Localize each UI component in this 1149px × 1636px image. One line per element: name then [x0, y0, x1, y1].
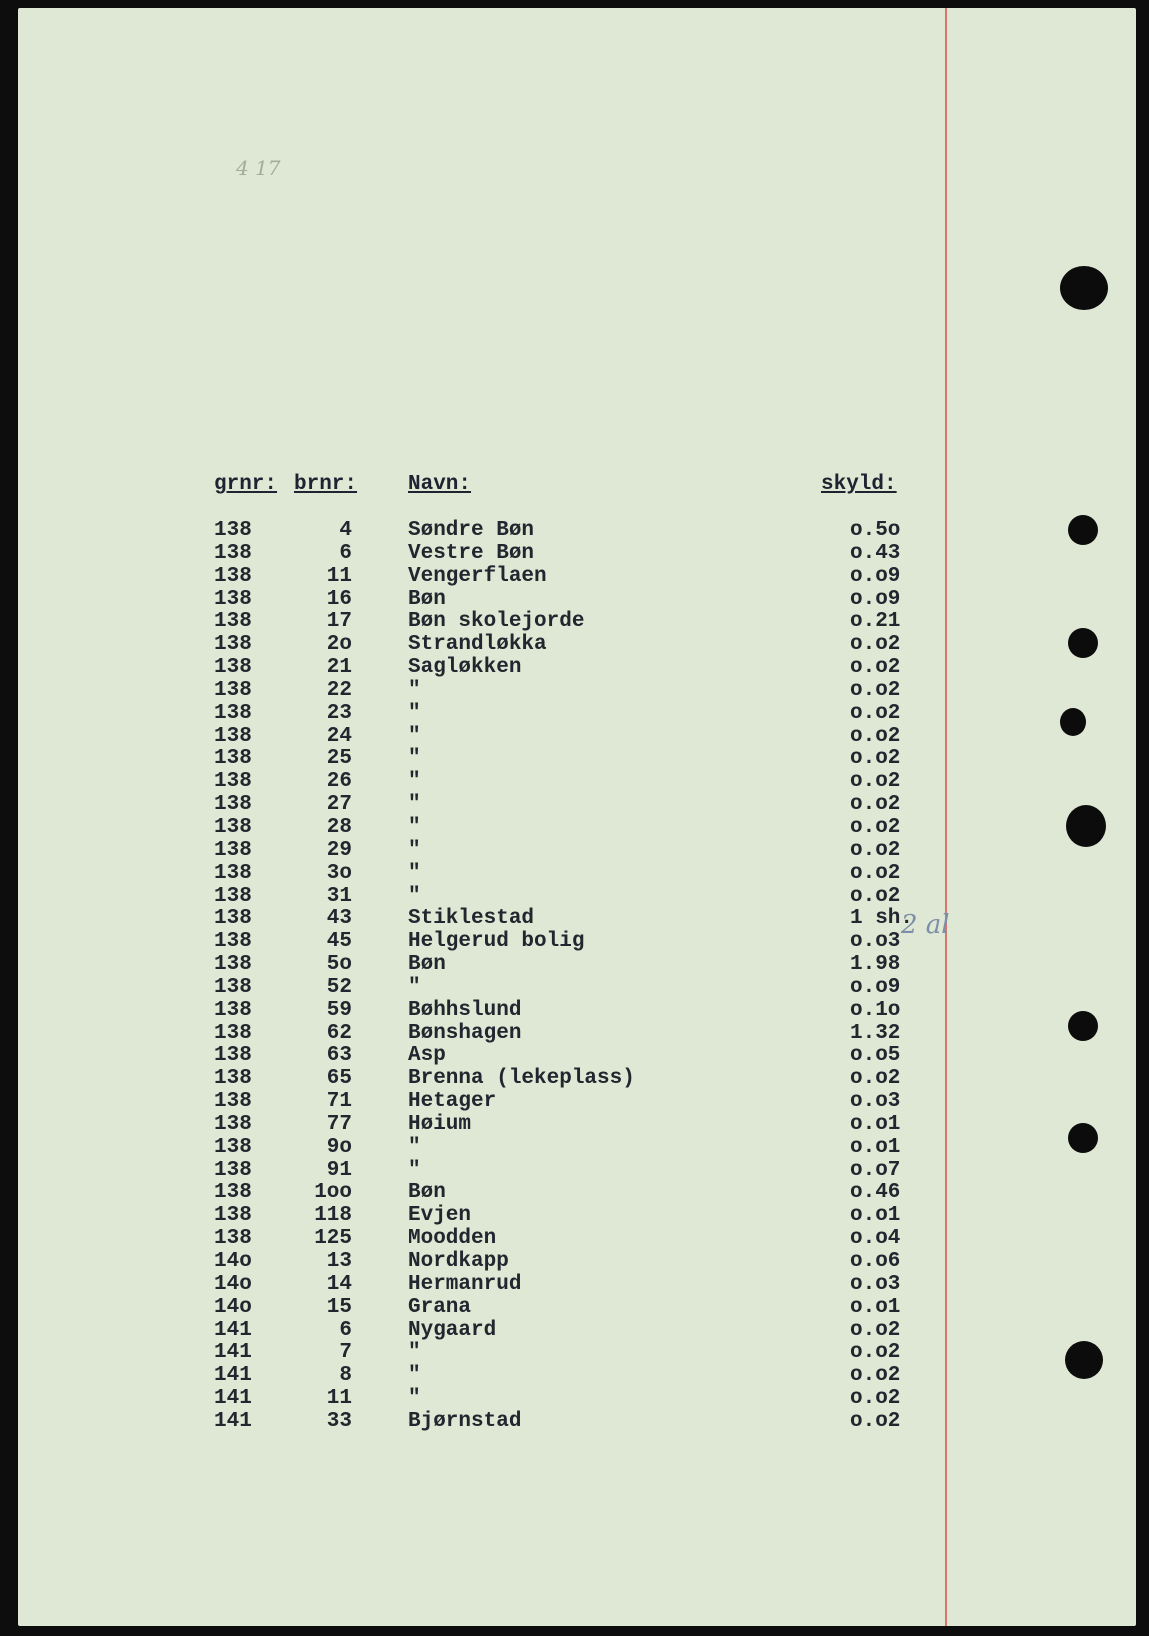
cell-brnr: 6: [339, 541, 352, 565]
cell-navn: ": [408, 701, 421, 725]
cell-brnr: 23: [326, 701, 352, 725]
cell-skyld: o.5o: [850, 519, 901, 542]
cell-grnr: 138: [214, 1021, 252, 1045]
cell-grnr: 141: [214, 1318, 252, 1342]
cell-navn: ": [408, 1387, 421, 1411]
cell-grnr: 138: [214, 633, 252, 657]
table-row: [18, 1045, 1136, 1068]
cell-grnr: 138: [214, 770, 252, 794]
table-row: [18, 817, 1136, 840]
cell-skyld: o.o2: [850, 861, 901, 885]
cell-brnr: 62: [326, 1021, 352, 1045]
pencil-note: 4 17: [236, 156, 281, 180]
header-brnr: brnr:: [294, 473, 358, 496]
cell-brnr: 14: [326, 1272, 352, 1296]
cell-skyld: o.o7: [850, 1158, 901, 1182]
cell-navn: Moodden: [408, 1227, 497, 1251]
cell-skyld: o.o2: [850, 701, 901, 725]
cell-brnr: 4: [339, 519, 352, 542]
table-row: [18, 634, 1136, 657]
cell-grnr: 141: [214, 1387, 252, 1411]
cell-brnr: 15: [326, 1295, 352, 1319]
cell-navn: Bøn: [408, 1181, 446, 1205]
table-row: [18, 886, 1136, 909]
cell-brnr: 27: [326, 793, 352, 817]
cell-navn: Bøn: [408, 587, 446, 611]
cell-brnr: 29: [326, 838, 352, 862]
cell-grnr: 138: [214, 610, 252, 634]
cell-skyld: o.o2: [850, 770, 901, 794]
cell-navn: ": [408, 678, 421, 702]
cell-brnr: 7: [339, 1341, 352, 1365]
cell-navn: Asp: [408, 1044, 446, 1068]
cell-skyld: o.o3: [850, 930, 901, 954]
ledger-rows: [18, 520, 1136, 1434]
cell-grnr: 138: [214, 1227, 252, 1251]
table-row: [18, 1160, 1136, 1183]
cell-navn: ": [408, 975, 421, 999]
cell-brnr: 9o: [326, 1135, 352, 1159]
table-row: [18, 1320, 1136, 1343]
cell-skyld: o.o2: [850, 884, 901, 908]
cell-brnr: 8: [339, 1364, 352, 1388]
cell-brnr: 28: [326, 815, 352, 839]
table-row: [18, 977, 1136, 1000]
table-row: [18, 1091, 1136, 1114]
cell-skyld: o.o1: [850, 1204, 901, 1228]
table-row: [18, 771, 1136, 794]
cell-brnr: 22: [326, 678, 352, 702]
cell-skyld: o.o2: [850, 724, 901, 748]
cell-skyld: o.o2: [850, 747, 901, 771]
cell-skyld: o.o3: [850, 1272, 901, 1296]
cell-grnr: 138: [214, 519, 252, 542]
table-row: [18, 1365, 1136, 1388]
cell-navn: Vengerflaen: [408, 564, 547, 588]
cell-grnr: 141: [214, 1341, 252, 1365]
table-row: [18, 1068, 1136, 1091]
table-row: [18, 1342, 1136, 1365]
cell-skyld: o.o2: [850, 815, 901, 839]
cell-skyld: o.o9: [850, 975, 901, 999]
cell-grnr: 138: [214, 724, 252, 748]
cell-brnr: 52: [326, 975, 352, 999]
cell-navn: Stiklestad: [408, 907, 535, 931]
cell-navn: ": [408, 1364, 421, 1388]
cell-skyld: o.o2: [850, 1409, 901, 1433]
cell-navn: Nordkapp: [408, 1250, 509, 1273]
cell-skyld: o.o2: [850, 633, 901, 657]
cell-navn: Nygaard: [408, 1318, 497, 1342]
cell-navn: Vestre Bøn: [408, 541, 535, 565]
table-row: [18, 794, 1136, 817]
table-row: [18, 1205, 1136, 1228]
ledger-page: [18, 8, 1136, 1626]
cell-grnr: 138: [214, 656, 252, 680]
table-row: [18, 1228, 1136, 1251]
cell-grnr: 14o: [214, 1250, 252, 1273]
cell-brnr: 59: [326, 998, 352, 1022]
cell-brnr: 118: [314, 1204, 352, 1228]
cell-skyld: o.o2: [850, 1387, 901, 1411]
cell-navn: ": [408, 724, 421, 748]
cell-navn: Søndre Bøn: [408, 519, 535, 542]
table-row: [18, 908, 1136, 931]
cell-navn: Hermanrud: [408, 1272, 522, 1296]
cell-grnr: 138: [214, 815, 252, 839]
cell-navn: ": [408, 1135, 421, 1159]
cell-grnr: 138: [214, 1112, 252, 1136]
cell-skyld: o.43: [850, 541, 901, 565]
cell-brnr: 63: [326, 1044, 352, 1068]
cell-grnr: 138: [214, 907, 252, 931]
table-row: [18, 1388, 1136, 1411]
cell-brnr: 33: [326, 1409, 352, 1433]
cell-grnr: 141: [214, 1409, 252, 1433]
cell-brnr: 11: [326, 1387, 352, 1411]
cell-skyld: o.o1: [850, 1295, 901, 1319]
cell-brnr: 71: [326, 1090, 352, 1114]
table-row: [18, 931, 1136, 954]
cell-navn: ": [408, 884, 421, 908]
cell-skyld: o.o2: [850, 1341, 901, 1365]
table-row: [18, 1114, 1136, 1137]
table-row: [18, 1137, 1136, 1160]
cell-brnr: 1oo: [314, 1181, 352, 1205]
cell-grnr: 138: [214, 587, 252, 611]
cell-grnr: 138: [214, 1090, 252, 1114]
cell-grnr: 138: [214, 1135, 252, 1159]
cell-navn: Bønshagen: [408, 1021, 522, 1045]
cell-skyld: o.o2: [850, 678, 901, 702]
handwritten-annotation: 2 al: [901, 910, 950, 940]
table-row: [18, 543, 1136, 566]
cell-brnr: 21: [326, 656, 352, 680]
table-row: [18, 1023, 1136, 1046]
cell-navn: ": [408, 815, 421, 839]
cell-brnr: 13: [326, 1250, 352, 1273]
cell-skyld: o.o6: [850, 1250, 901, 1273]
cell-brnr: 26: [326, 770, 352, 794]
table-row: [18, 954, 1136, 977]
cell-navn: Bjørnstad: [408, 1409, 522, 1433]
table-row: [18, 748, 1136, 771]
cell-skyld: o.o2: [850, 838, 901, 862]
table-row: [18, 840, 1136, 863]
cell-skyld: o.21: [850, 610, 901, 634]
cell-brnr: 3o: [326, 861, 352, 885]
cell-brnr: 5o: [326, 953, 352, 977]
cell-navn: ": [408, 793, 421, 817]
table-row: [18, 1000, 1136, 1023]
cell-grnr: 138: [214, 701, 252, 725]
table-row: [18, 1297, 1136, 1320]
cell-skyld: o.o2: [850, 1318, 901, 1342]
cell-grnr: 14o: [214, 1272, 252, 1296]
cell-skyld: o.o1: [850, 1112, 901, 1136]
cell-grnr: 138: [214, 975, 252, 999]
cell-navn: ": [408, 747, 421, 771]
cell-navn: ": [408, 861, 421, 885]
cell-navn: Strandløkka: [408, 633, 547, 657]
header-skyld: skyld:: [821, 473, 897, 496]
cell-grnr: 138: [214, 1204, 252, 1228]
cell-brnr: 77: [326, 1112, 352, 1136]
cell-grnr: 138: [214, 1067, 252, 1091]
table-row: [18, 520, 1136, 543]
cell-skyld: o.o2: [850, 1364, 901, 1388]
cell-brnr: 65: [326, 1067, 352, 1091]
cell-brnr: 43: [326, 907, 352, 931]
table-row: [18, 1274, 1136, 1297]
table-row: [18, 611, 1136, 634]
cell-brnr: 11: [326, 564, 352, 588]
cell-navn: Grana: [408, 1295, 472, 1319]
cell-grnr: 138: [214, 953, 252, 977]
table-row: [18, 1182, 1136, 1205]
cell-grnr: 138: [214, 678, 252, 702]
table-row: [18, 726, 1136, 749]
cell-navn: ": [408, 770, 421, 794]
cell-navn: Bøn: [408, 953, 446, 977]
cell-grnr: 138: [214, 998, 252, 1022]
cell-grnr: 138: [214, 930, 252, 954]
cell-skyld: o.o4: [850, 1227, 901, 1251]
cell-skyld: o.o2: [850, 656, 901, 680]
table-row: [18, 566, 1136, 589]
cell-navn: ": [408, 1341, 421, 1365]
cell-brnr: 45: [326, 930, 352, 954]
table-row: [18, 589, 1136, 612]
cell-navn: Brenna (lekeplass): [408, 1067, 635, 1091]
cell-brnr: 2o: [326, 633, 352, 657]
cell-skyld: o.o9: [850, 564, 901, 588]
table-row: [18, 863, 1136, 886]
table-row: [18, 1251, 1136, 1274]
cell-grnr: 141: [214, 1364, 252, 1388]
cell-navn: Høium: [408, 1112, 472, 1136]
cell-skyld: o.1o: [850, 998, 901, 1022]
header-grnr: grnr:: [214, 473, 278, 496]
cell-brnr: 16: [326, 587, 352, 611]
cell-grnr: 138: [214, 1181, 252, 1205]
header-navn: Navn:: [408, 473, 472, 496]
cell-brnr: 24: [326, 724, 352, 748]
cell-skyld: 1.32: [850, 1021, 901, 1045]
table-row: [18, 1411, 1136, 1434]
cell-navn: ": [408, 838, 421, 862]
table-header: [18, 473, 1136, 503]
cell-brnr: 125: [314, 1227, 352, 1251]
cell-navn: Sagløkken: [408, 656, 522, 680]
cell-grnr: 138: [214, 861, 252, 885]
cell-skyld: o.o1: [850, 1135, 901, 1159]
cell-navn: Evjen: [408, 1204, 472, 1228]
cell-skyld: 1.98: [850, 953, 901, 977]
cell-navn: Bøhhslund: [408, 998, 522, 1022]
cell-grnr: 138: [214, 884, 252, 908]
cell-navn: Bøn skolejorde: [408, 610, 585, 634]
cell-skyld: o.o9: [850, 587, 901, 611]
cell-grnr: 138: [214, 1044, 252, 1068]
cell-brnr: 25: [326, 747, 352, 771]
cell-skyld: o.o3: [850, 1090, 901, 1114]
cell-grnr: 138: [214, 541, 252, 565]
cell-skyld: o.o5: [850, 1044, 901, 1068]
cell-grnr: 14o: [214, 1295, 252, 1319]
cell-skyld: o.o2: [850, 1067, 901, 1091]
cell-navn: Hetager: [408, 1090, 497, 1114]
cell-grnr: 138: [214, 747, 252, 771]
cell-grnr: 138: [214, 564, 252, 588]
cell-navn: Helgerud bolig: [408, 930, 585, 954]
cell-grnr: 138: [214, 838, 252, 862]
cell-skyld: o.46: [850, 1181, 901, 1205]
cell-navn: ": [408, 1158, 421, 1182]
cell-brnr: 6: [339, 1318, 352, 1342]
cell-skyld: o.o2: [850, 793, 901, 817]
cell-skyld: 1 sh.: [850, 907, 914, 931]
table-row: [18, 703, 1136, 726]
punch-hole: [1060, 266, 1108, 310]
cell-grnr: 138: [214, 793, 252, 817]
cell-grnr: 138: [214, 1158, 252, 1182]
table-row: [18, 657, 1136, 680]
cell-brnr: 31: [326, 884, 352, 908]
table-row: [18, 680, 1136, 703]
cell-brnr: 17: [326, 610, 352, 634]
cell-brnr: 91: [326, 1158, 352, 1182]
